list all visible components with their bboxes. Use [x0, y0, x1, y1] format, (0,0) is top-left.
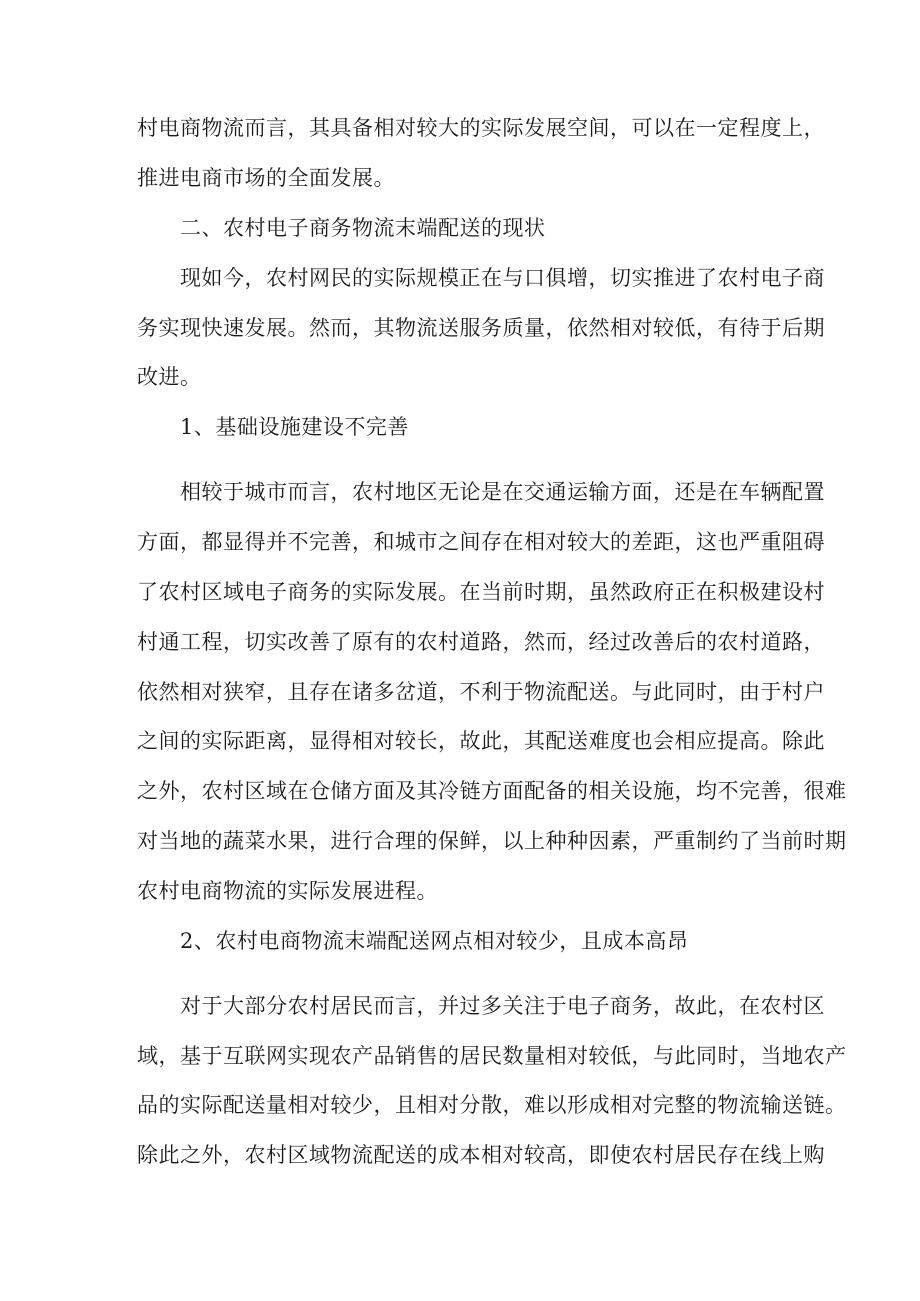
paragraph-line: 农村电商物流的实际发展进程。 — [137, 879, 438, 903]
paragraph-line: 品的实际配送量相对较少，且相对分散，难以形成相对完整的物流输送链。 — [137, 1093, 847, 1117]
subsection-heading: 1、基础设施建设不完善 — [180, 415, 409, 439]
paragraph-line: 方面，都显得并不完善，和城市之间存在相对较大的差距，这也严重阻碍 — [137, 530, 825, 554]
paragraph-line: 除此之外，农村区域物流配送的成本相对较高，即使农村居民存在线上购 — [137, 1143, 825, 1167]
paragraph-line: 改进。 — [137, 365, 202, 389]
paragraph-line: 之外，农村区域在仓储方面及其冷链方面配备的相关设施，均不完善，很难 — [137, 779, 847, 803]
paragraph-line: 对于大部分农村居民而言，并过多关注于电子商务，故此，在农村区 — [180, 994, 825, 1018]
paragraph-line: 务实现快速发展。然而，其物流送服务质量，依然相对较低，有待于后期 — [137, 316, 825, 340]
paragraph-line: 相较于城市而言，农村地区无论是在交通运输方面，还是在车辆配置 — [180, 480, 825, 504]
paragraph-line: 了农村区域电子商务的实际发展。在当前时期，虽然政府正在积极建设村 — [137, 580, 825, 604]
paragraph-line: 依然相对狭窄，且存在诸多岔道，不利于物流配送。与此同时，由于村户 — [137, 680, 825, 704]
paragraph-line: 之间的实际距离，显得相对较长，故此，其配送难度也会相应提高。除此 — [137, 729, 825, 753]
paragraph-line: 域，基于互联网实现农产品销售的居民数量相对较低，与此同时，当地农产 — [137, 1044, 847, 1068]
paragraph-line: 村通工程，切实改善了原有的农村道路，然而，经过改善后的农村道路， — [137, 630, 825, 654]
paragraph-line: 现如今，农村网民的实际规模正在与口俱增，切实推进了农村电子商 — [180, 266, 825, 290]
subsection-heading: 2、农村电商物流末端配送网点相对较少，且成本高昂 — [180, 929, 689, 953]
paragraph-line: 推进电商市场的全面发展。 — [137, 166, 395, 190]
section-heading: 二、农村电子商务物流末端配送的现状 — [180, 216, 546, 240]
paragraph-line: 村电商物流而言，其具备相对较大的实际发展空间，可以在一定程度上， — [137, 116, 825, 140]
paragraph-line: 对当地的蔬菜水果，进行合理的保鲜，以上种种因素，严重制约了当前时期 — [137, 829, 847, 853]
